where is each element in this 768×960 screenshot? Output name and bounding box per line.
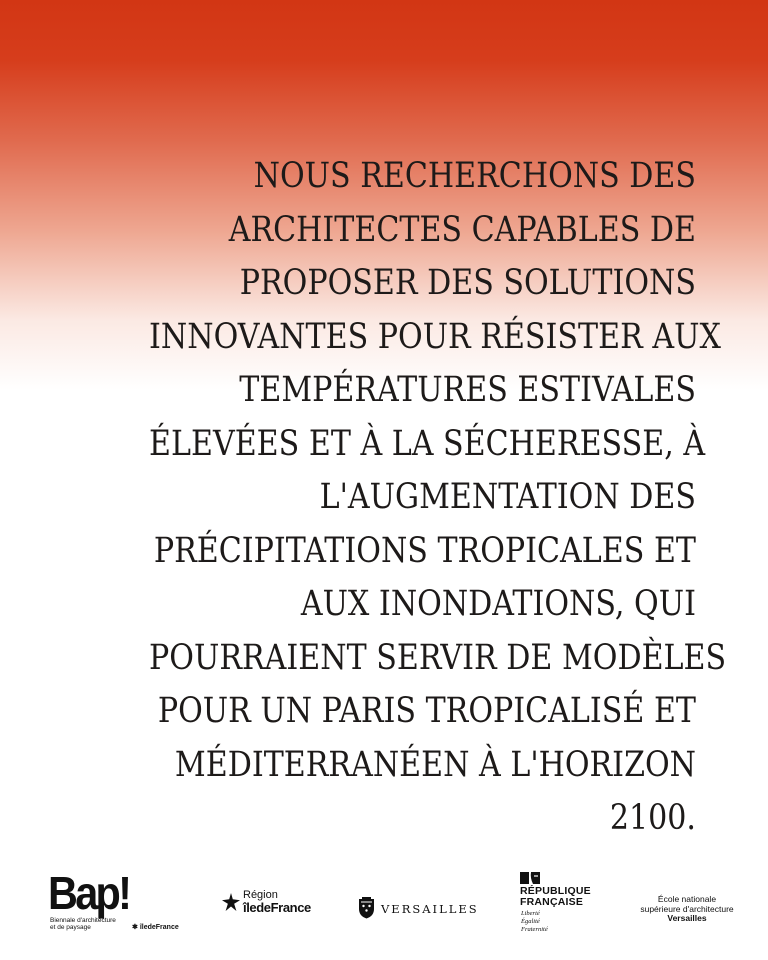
shield-icon <box>358 897 375 919</box>
statement-line: ARCHITECTES CAPABLES DE <box>228 209 696 250</box>
bap-subtitle <box>50 917 120 931</box>
statement-line: L'AUGMENTATION DES <box>319 477 696 517</box>
statement-line: NOUS RECHERCHONS DES <box>253 156 696 196</box>
statement-line: 2100. <box>609 798 696 838</box>
republique-line: RÉPUBLIQUE <box>520 885 591 897</box>
region-label: Région <box>243 889 278 901</box>
republique-motto <box>521 910 548 934</box>
statement-line: PROPOSER DES SOLUTIONS <box>239 263 696 303</box>
republique-name <box>520 886 591 908</box>
motto-line: Liberté <box>521 910 540 917</box>
motto-line: Fraternité <box>521 926 548 933</box>
statement-line: AUX INONDATIONS, QUI <box>300 584 696 624</box>
republique-francaise-logo <box>520 872 610 940</box>
region-idf-logo <box>222 890 332 924</box>
motto-line: Égalité <box>521 918 540 925</box>
ensa-line: École nationale <box>657 894 717 904</box>
ensa-line: supérieure d'architecture <box>640 903 734 914</box>
bap-subtitle-line: Biennale d'architecture <box>50 917 116 924</box>
bap-partner-name: îledeFrance <box>139 924 179 931</box>
statement-line: TEMPÉRATURES ESTIVALES <box>239 370 696 410</box>
statement-text <box>149 150 727 846</box>
statement-line: MÉDITERRANÉEN À L'HORIZON <box>174 744 696 785</box>
region-name: îledeFrance <box>243 900 311 915</box>
statement-line: ÉLEVÉES ET À LA SÉCHERESSE, À <box>149 423 706 464</box>
star-icon <box>222 893 240 911</box>
ensa-line: Versailles <box>667 913 707 923</box>
star-icon: ✱ <box>132 924 138 931</box>
republique-line: FRANÇAISE <box>520 896 584 908</box>
statement-line: INNOVANTES POUR RÉSISTER AUX <box>149 316 721 357</box>
versailles-logo <box>358 897 488 921</box>
partner-logos <box>0 860 768 940</box>
bap-partner <box>132 923 179 931</box>
ensa-versailles-logo <box>622 895 752 931</box>
bap-subtitle-line: et de paysage <box>50 924 91 931</box>
statement-line: POUR UN PARIS TROPICALISÉ ET <box>157 691 696 731</box>
bap-logo <box>48 867 188 931</box>
versailles-name: VERSAILLES <box>381 902 479 916</box>
statement-line: POURRAIENT SERVIR DE MODÈLES <box>149 637 727 678</box>
statement-line: PRÉCIPITATIONS TROPICALES ET <box>153 530 696 571</box>
marianne-icon <box>520 872 550 884</box>
bap-wordmark: Bap! <box>48 867 130 919</box>
